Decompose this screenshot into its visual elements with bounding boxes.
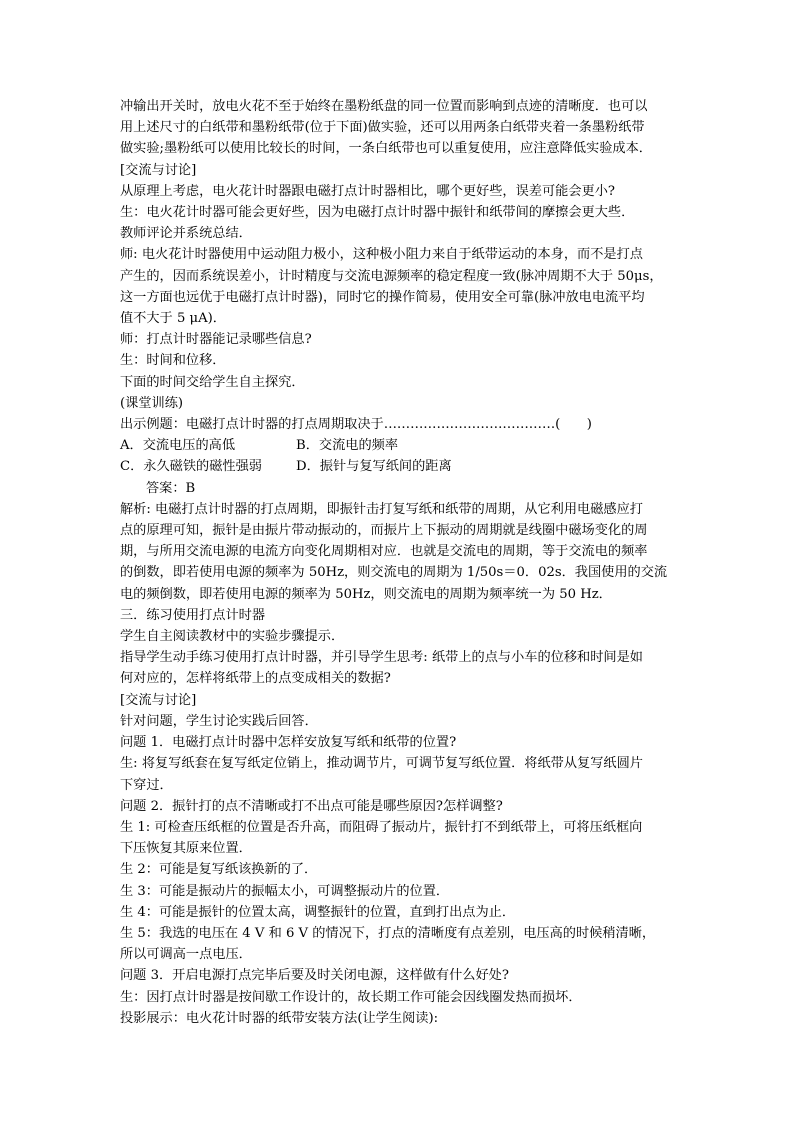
- option-b: B．交流电的频率: [296, 438, 399, 454]
- text-line: 生：因打点计时器是按间歇工作设计的，故长期工作可能会因线圈发热而损坏．: [120, 989, 582, 1005]
- text-line: 的倒数，即若使用电源的频率为 50Hz，则交流电的周期为 1/50s＝0．02s．我国使用的交流: [120, 565, 668, 581]
- answer-line: 答案：B: [146, 480, 196, 496]
- text-line: 这一方面也远优于电磁打点计时器)，同时它的操作简易，使用安全可靠(脉冲放电电流平均: [120, 289, 645, 305]
- text-line: 产生的，因而系统误差小，计时精度与交流电源频率的稳定程度一致(脉冲周期不大于 50μs，: [120, 268, 663, 284]
- section-heading: (课堂训练): [120, 395, 184, 411]
- text-line: 用上述尺寸的白纸带和墨粉纸带(位于下面)做实验，还可以用两条白纸带夹着一条墨粉纸带: [120, 120, 645, 136]
- text-line: 下压恢复其原来位置．: [120, 841, 252, 857]
- text-line: 针对问题，学生讨论实践后回答．: [120, 713, 318, 729]
- text-line: 电的频倒数，即若使用电源的频率为 50Hz，则交流电的周期为频率统一为 50 Hz．: [120, 586, 612, 602]
- section-heading: 三．练习使用打点计时器: [120, 607, 266, 623]
- text-line: 值不大于 5 μA)．: [120, 311, 226, 327]
- text-line: 做实验;墨粉纸可以使用比较长的时间，一条白纸带也可以重复使用，应注意降低实验成本．: [120, 141, 652, 157]
- document-body: [120, 96, 690, 1029]
- question-line: 出示例题：电磁打点计时器的打点周期取决于…………………………………( ): [120, 417, 592, 433]
- question-line: 问题 2．振针打的点不清晰或打不出点可能是哪些原因?怎样调整?: [120, 798, 503, 814]
- text-line: 所以可调高一点电压．: [120, 947, 252, 963]
- text-line: 冲输出开关时，放电火花不至于始终在墨粉纸盘的同一位置而影响到点迹的清晰度．也可以: [120, 99, 648, 114]
- text-line: 何对应的，怎样将纸带上的点变成相关的数据?: [120, 671, 391, 687]
- text-line: 师：打点计时器能记录哪些信息?: [120, 332, 312, 348]
- text-line: 指导学生动手练习使用打点计时器，并引导学生思考: 纸带上的点与小车的位移和时间是如: [120, 650, 643, 666]
- text-line: 生 4：可能是振针的位置太高，调整振针的位置，直到打出点为止．: [120, 904, 516, 920]
- text-line: 师: 电火花计时器使用中运动阻力极小，这种极小阻力来自于纸带运动的本身，而不是打点: [120, 247, 643, 263]
- text-line: 生: 将复写纸套在复写纸定位销上，推动调节片，可调节复写纸位置．将纸带从复写纸圆片: [120, 756, 643, 772]
- text-line: 学生自主阅读教材中的实验步骤提示．: [120, 629, 345, 645]
- question-line: 问题 3．开启电源打点完毕后要及时关闭电源，这样做有什么好处?: [120, 968, 509, 984]
- option-a: A．交流电压的高低: [120, 438, 236, 454]
- text-line: 生：电火花计时器可能会更好些，因为电磁打点计时器中振针和纸带间的摩擦会更大些．: [120, 205, 635, 221]
- section-heading: [交流与讨论]: [120, 162, 197, 178]
- text-line: 下穿过．: [120, 777, 173, 793]
- text-line: 期，与所用交流电源的电流方向变化周期相对应．也就是交流电的周期，等于交流电的频率: [120, 544, 648, 560]
- text-line: 生 3：可能是振动片的振幅太小，可调整振动片的位置．: [120, 883, 450, 899]
- text-line: 生 5：我选的电压在 4 V 和 6 V 的情况下，打点的清晰度有点差别，电压高的时候稍清晰，: [120, 925, 656, 941]
- text-line: 生：时间和位移．: [120, 353, 226, 369]
- options-row-1: [120, 435, 690, 456]
- text-line: 生 2：可能是复写纸该换新的了．: [120, 862, 318, 878]
- text-line: 下面的时间交给学生自主探究．: [120, 374, 305, 390]
- text-line: 从原理上考虑，电火花计时器跟电磁打点计时器相比，哪个更好些，误差可能会更小?: [120, 183, 616, 199]
- option-d: D．振针与复写纸间的距离: [296, 459, 452, 475]
- question-line: 问题 1．电磁打点计时器中怎样安放复写纸和纸带的位置?: [120, 735, 457, 751]
- text-line: 点的原理可知，振针是由振片带动振动的，而振片上下振动的周期就是线圈中磁场变化的周: [120, 523, 648, 539]
- text-line: 解析: 电磁打点计时器的打点周期，即振针击打复写纸和纸带的周期，从它利用电磁感应打: [120, 501, 643, 517]
- text-line: 教师评论并系统总结．: [120, 226, 252, 242]
- section-heading: [交流与讨论]: [120, 692, 197, 708]
- text-line: 投影展示：电火花计时器的纸带安装方法(让学生阅读):: [120, 1010, 439, 1026]
- text-line: 生 1: 可检查压纸框的位置是否升高，而阻碍了振动片，振针打不到纸带上，可将压纸框向: [120, 819, 643, 835]
- option-c: C．永久磁铁的磁性强弱: [120, 459, 262, 475]
- options-row-2: [120, 456, 690, 477]
